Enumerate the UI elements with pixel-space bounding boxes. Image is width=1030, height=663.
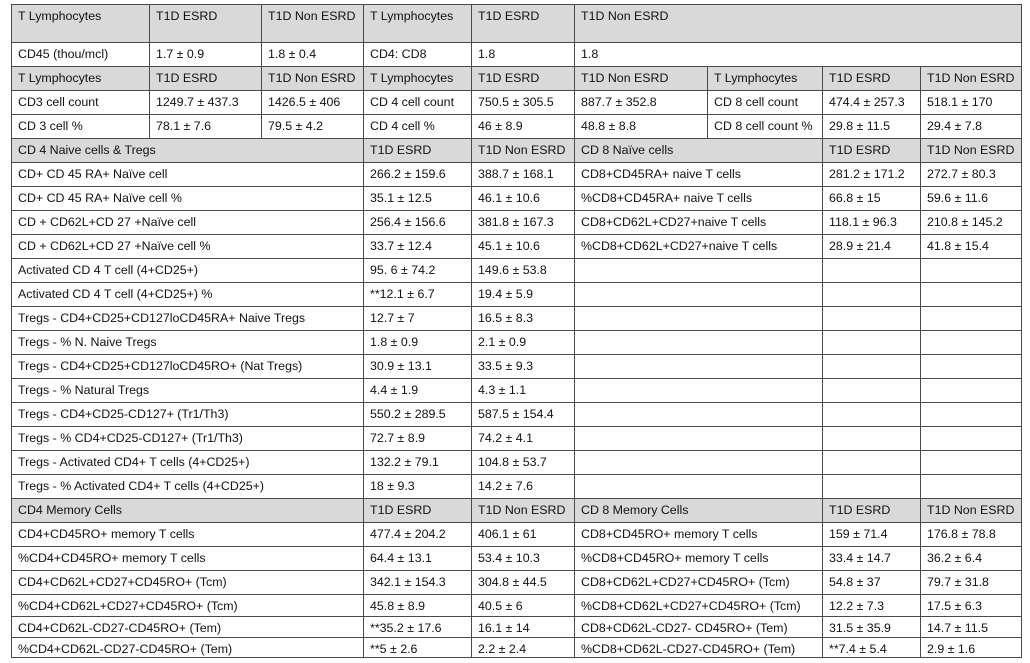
value-cell: 16.1 ± 14 [471, 616, 574, 637]
value-cell: 14.7 ± 11.5 [920, 616, 1022, 637]
label-cell: %CD8+CD62L+CD27+CD45RO+ (Tcm) [574, 594, 822, 616]
header-cell: T1D Non ESRD [920, 498, 1022, 522]
value-cell: 36.2 ± 6.4 [920, 546, 1022, 570]
empty-cell [822, 474, 920, 498]
value-cell: 4.4 ± 1.9 [363, 378, 471, 402]
label-cell: Tregs - % N. Naive Tregs [11, 330, 363, 354]
value-cell: **35.2 ± 17.6 [363, 616, 471, 637]
value-cell: 477.4 ± 204.2 [363, 522, 471, 546]
label-cell: CD 4 cell count [363, 90, 471, 114]
label-cell: CD8+CD45RO+ memory T cells [574, 522, 822, 546]
header-cell: T1D ESRD [149, 66, 261, 90]
label-cell: CD 3 cell % [11, 114, 149, 138]
label-cell: Tregs - CD4+CD25+CD127loCD45RA+ Naive Tregs [11, 306, 363, 330]
empty-cell [822, 426, 920, 450]
empty-cell [822, 258, 920, 282]
header-cell: T1D Non ESRD [261, 66, 363, 90]
value-cell: 64.4 ± 13.1 [363, 546, 471, 570]
empty-cell [822, 306, 920, 330]
section-header: CD 4 Naive cells & Tregs [11, 138, 363, 162]
value-cell: 46 ± 8.9 [471, 114, 574, 138]
value-cell: 266.2 ± 159.6 [363, 162, 471, 186]
value-cell: 29.8 ± 11.5 [822, 114, 920, 138]
value-cell: 342.1 ± 154.3 [363, 570, 471, 594]
value-cell: 48.8 ± 8.8 [574, 114, 707, 138]
label-cell: CD + CD62L+CD 27 +Naïve cell [11, 210, 363, 234]
header-cell: T1D Non ESRD [261, 4, 363, 42]
empty-cell [920, 330, 1022, 354]
empty-cell [920, 378, 1022, 402]
empty-cell [822, 402, 920, 426]
label-cell: CD8+CD45RA+ naive T cells [574, 162, 822, 186]
value-cell: 72.7 ± 8.9 [363, 426, 471, 450]
value-cell: 53.4 ± 10.3 [471, 546, 574, 570]
value-cell: 59.6 ± 11.6 [920, 186, 1022, 210]
empty-cell [920, 282, 1022, 306]
empty-cell [574, 330, 822, 354]
section-header: CD4 Memory Cells [11, 498, 363, 522]
label-cell: Activated CD 4 T cell (4+CD25+) % [11, 282, 363, 306]
value-cell: 12.2 ± 7.3 [822, 594, 920, 616]
value-cell: 41.8 ± 15.4 [920, 234, 1022, 258]
header-cell: T1D ESRD [363, 138, 471, 162]
label-cell: %CD4+CD62L+CD27+CD45RO+ (Tcm) [11, 594, 363, 616]
header-cell: T1D Non ESRD [920, 66, 1022, 90]
empty-cell [920, 426, 1022, 450]
value-cell: 54.8 ± 37 [822, 570, 920, 594]
value-cell: 132.2 ± 79.1 [363, 450, 471, 474]
empty-cell [822, 450, 920, 474]
empty-cell [574, 282, 822, 306]
value-cell: 35.1 ± 12.5 [363, 186, 471, 210]
value-cell: 210.8 ± 145.2 [920, 210, 1022, 234]
label-cell: CD8+CD62L-CD27- CD45RO+ (Tem) [574, 616, 822, 637]
value-cell: 78.1 ± 7.6 [149, 114, 261, 138]
value-cell: 1.8 [471, 42, 574, 66]
label-cell: CD3 cell count [11, 90, 149, 114]
label-cell: CD45 (thou/mcl) [11, 42, 149, 66]
header-cell: T Lymphocytes [363, 66, 471, 90]
value-cell: 750.5 ± 305.5 [471, 90, 574, 114]
value-cell: 45.1 ± 10.6 [471, 234, 574, 258]
value-cell: 104.8 ± 53.7 [471, 450, 574, 474]
value-cell: 66.8 ± 15 [822, 186, 920, 210]
label-cell: CD4+CD62L+CD27+CD45RO+ (Tcm) [11, 570, 363, 594]
empty-cell [574, 378, 822, 402]
header-cell: T1D Non ESRD [574, 66, 707, 90]
value-cell: 1.8 ± 0.9 [363, 330, 471, 354]
label-cell: Tregs - CD4+CD25+CD127loCD45RO+ (Nat Tregs) [11, 354, 363, 378]
header-cell: T1D ESRD [149, 4, 261, 42]
header-cell: T Lymphocytes [707, 66, 822, 90]
empty-cell [822, 354, 920, 378]
empty-cell [920, 474, 1022, 498]
value-cell: 4.3 ± 1.1 [471, 378, 574, 402]
value-cell: 30.9 ± 13.1 [363, 354, 471, 378]
label-cell: %CD8+CD45RO+ memory T cells [574, 546, 822, 570]
label-cell: CD4: CD8 [363, 42, 471, 66]
header-cell: T1D Non ESRD [920, 138, 1022, 162]
header-cell: T Lymphocytes [363, 4, 471, 42]
value-cell: 79.5 ± 4.2 [261, 114, 363, 138]
empty-cell [574, 474, 822, 498]
value-cell: 18 ± 9.3 [363, 474, 471, 498]
label-cell: CD+ CD 45 RA+ Naïve cell % [11, 186, 363, 210]
label-cell: Tregs - % CD4+CD25-CD127+ (Tr1/Th3) [11, 426, 363, 450]
value-cell: 518.1 ± 170 [920, 90, 1022, 114]
value-cell: 17.5 ± 6.3 [920, 594, 1022, 616]
empty-cell [822, 330, 920, 354]
value-cell: 29.4 ± 7.8 [920, 114, 1022, 138]
lymphocyte-table [11, 4, 1022, 658]
header-cell: T1D ESRD [471, 4, 574, 42]
label-cell: %CD8+CD45RA+ naive T cells [574, 186, 822, 210]
empty-cell [822, 378, 920, 402]
section-header: CD 8 Naïve cells [574, 138, 822, 162]
value-cell: 33.7 ± 12.4 [363, 234, 471, 258]
header-cell: T1D Non ESRD [471, 138, 574, 162]
header-cell: T Lymphocytes [11, 66, 149, 90]
label-cell: Tregs - Activated CD4+ T cells (4+CD25+) [11, 450, 363, 474]
label-cell: CD 8 cell count [707, 90, 822, 114]
label-cell: Tregs - CD4+CD25-CD127+ (Tr1/Th3) [11, 402, 363, 426]
value-cell: 79.7 ± 31.8 [920, 570, 1022, 594]
empty-cell [822, 282, 920, 306]
value-cell: 118.1 ± 96.3 [822, 210, 920, 234]
empty-cell [920, 354, 1022, 378]
value-cell: **7.4 ± 5.4 [822, 637, 920, 658]
empty-cell [574, 426, 822, 450]
header-cell: T1D ESRD [822, 66, 920, 90]
label-cell: Tregs - % Activated CD4+ T cells (4+CD25+) [11, 474, 363, 498]
value-cell: 1426.5 ± 406 [261, 90, 363, 114]
value-cell: 28.9 ± 21.4 [822, 234, 920, 258]
value-cell: 1249.7 ± 437.3 [149, 90, 261, 114]
value-cell: 74.2 ± 4.1 [471, 426, 574, 450]
value-cell: 149.6 ± 53.8 [471, 258, 574, 282]
value-cell: 2.9 ± 1.6 [920, 637, 1022, 658]
value-cell: 550.2 ± 289.5 [363, 402, 471, 426]
value-cell: 12.7 ± 7 [363, 306, 471, 330]
header-cell: T1D Non ESRD [574, 4, 1022, 42]
value-cell: 2.1 ± 0.9 [471, 330, 574, 354]
label-cell: %CD4+CD45RO+ memory T cells [11, 546, 363, 570]
value-cell: 33.5 ± 9.3 [471, 354, 574, 378]
value-cell: 281.2 ± 171.2 [822, 162, 920, 186]
value-cell: 388.7 ± 168.1 [471, 162, 574, 186]
value-cell: 45.8 ± 8.9 [363, 594, 471, 616]
value-cell: 474.4 ± 257.3 [822, 90, 920, 114]
value-cell: 19.4 ± 5.9 [471, 282, 574, 306]
value-cell: 1.8 ± 0.4 [261, 42, 363, 66]
value-cell: 46.1 ± 10.6 [471, 186, 574, 210]
label-cell: CD + CD62L+CD 27 +Naïve cell % [11, 234, 363, 258]
header-cell: T1D ESRD [471, 66, 574, 90]
label-cell: CD4+CD62L-CD27-CD45RO+ (Tem) [11, 616, 363, 637]
label-cell: Activated CD 4 T cell (4+CD25+) [11, 258, 363, 282]
header-cell: T1D ESRD [363, 498, 471, 522]
value-cell: 31.5 ± 35.9 [822, 616, 920, 637]
label-cell: Tregs - % Natural Tregs [11, 378, 363, 402]
value-cell: 1.8 [574, 42, 1022, 66]
value-cell: 381.8 ± 167.3 [471, 210, 574, 234]
empty-cell [574, 306, 822, 330]
label-cell: CD 8 cell count % [707, 114, 822, 138]
label-cell: CD8+CD62L+CD27+CD45RO+ (Tcm) [574, 570, 822, 594]
empty-cell [920, 258, 1022, 282]
label-cell: %CD4+CD62L-CD27-CD45RO+ (Tem) [11, 637, 363, 658]
value-cell: 406.1 ± 61 [471, 522, 574, 546]
value-cell: 304.8 ± 44.5 [471, 570, 574, 594]
value-cell: 40.5 ± 6 [471, 594, 574, 616]
value-cell: 256.4 ± 156.6 [363, 210, 471, 234]
label-cell: CD+ CD 45 RA+ Naïve cell [11, 162, 363, 186]
label-cell: CD 4 cell % [363, 114, 471, 138]
label-cell: CD8+CD62L+CD27+naive T cells [574, 210, 822, 234]
label-cell: %CD8+CD62L-CD27-CD45RO+ (Tem) [574, 637, 822, 658]
value-cell: 159 ± 71.4 [822, 522, 920, 546]
empty-cell [574, 450, 822, 474]
value-cell: 14.2 ± 7.6 [471, 474, 574, 498]
empty-cell [920, 306, 1022, 330]
empty-cell [574, 402, 822, 426]
empty-cell [920, 402, 1022, 426]
empty-cell [574, 354, 822, 378]
empty-cell [920, 450, 1022, 474]
header-cell: T Lymphocytes [11, 4, 149, 42]
value-cell: 887.7 ± 352.8 [574, 90, 707, 114]
label-cell: %CD8+CD62L+CD27+naive T cells [574, 234, 822, 258]
header-cell: T1D ESRD [822, 498, 920, 522]
header-cell: T1D ESRD [822, 138, 920, 162]
label-cell: CD4+CD45RO+ memory T cells [11, 522, 363, 546]
value-cell: 16.5 ± 8.3 [471, 306, 574, 330]
header-cell: T1D Non ESRD [471, 498, 574, 522]
value-cell: 587.5 ± 154.4 [471, 402, 574, 426]
value-cell: 272.7 ± 80.3 [920, 162, 1022, 186]
section-header: CD 8 Memory Cells [574, 498, 822, 522]
value-cell: **12.1 ± 6.7 [363, 282, 471, 306]
empty-cell [574, 258, 822, 282]
value-cell: **5 ± 2.6 [363, 637, 471, 658]
value-cell: 176.8 ± 78.8 [920, 522, 1022, 546]
value-cell: 1.7 ± 0.9 [149, 42, 261, 66]
value-cell: 33.4 ± 14.7 [822, 546, 920, 570]
value-cell: 95. 6 ± 74.2 [363, 258, 471, 282]
value-cell: 2.2 ± 2.4 [471, 637, 574, 658]
